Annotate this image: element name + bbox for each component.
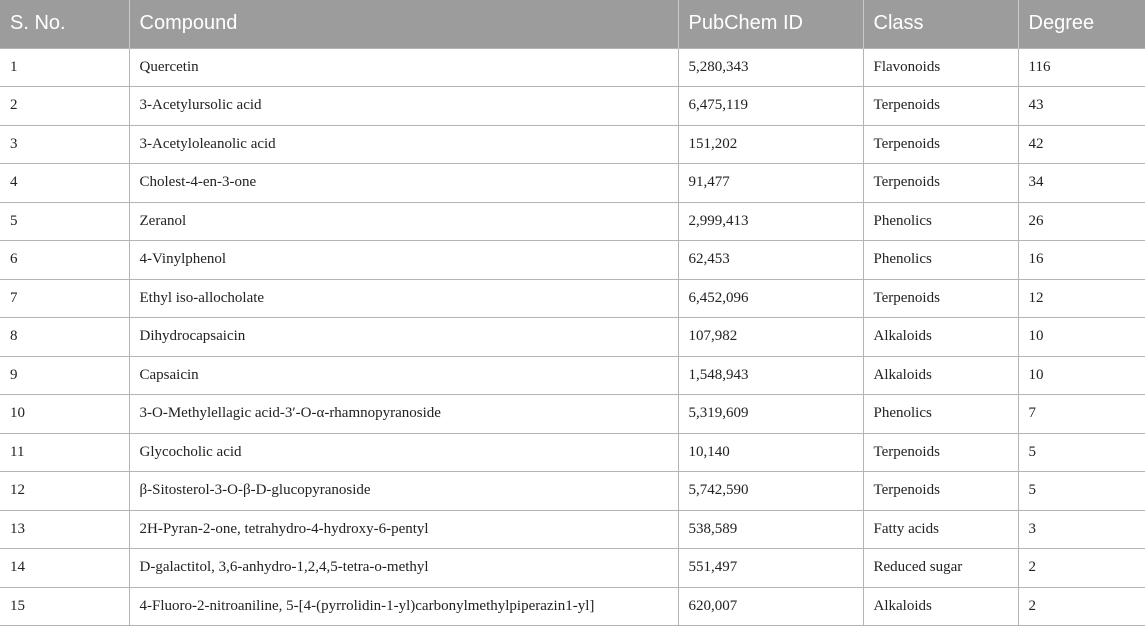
cell-compound: 3-Acetylursolic acid bbox=[129, 87, 678, 126]
cell-class: Flavonoids bbox=[863, 48, 1018, 87]
cell-class: Phenolics bbox=[863, 241, 1018, 280]
cell-degree: 10 bbox=[1018, 356, 1145, 395]
cell-degree: 26 bbox=[1018, 202, 1145, 241]
cell-compound: 3-Acetyloleanolic acid bbox=[129, 125, 678, 164]
cell-compound: 4-Fluoro-2-nitroaniline, 5-[4-(pyrrolidin-1-yl)carbonylmethylpiperazin1-yl] bbox=[129, 587, 678, 626]
table-header bbox=[0, 0, 1145, 48]
table-row bbox=[0, 318, 1145, 357]
cell-degree: 7 bbox=[1018, 395, 1145, 434]
table-row bbox=[0, 433, 1145, 472]
cell-degree: 34 bbox=[1018, 164, 1145, 203]
cell-pubchem-id: 1,548,943 bbox=[678, 356, 863, 395]
header-class: Class bbox=[863, 0, 1018, 48]
header-compound: Compound bbox=[129, 0, 678, 48]
cell-degree: 5 bbox=[1018, 433, 1145, 472]
cell-class: Reduced sugar bbox=[863, 549, 1018, 588]
cell-compound: Capsaicin bbox=[129, 356, 678, 395]
header-row bbox=[0, 0, 1145, 48]
cell-degree: 116 bbox=[1018, 48, 1145, 87]
table-row bbox=[0, 87, 1145, 126]
cell-pubchem-id: 5,280,343 bbox=[678, 48, 863, 87]
cell-degree: 42 bbox=[1018, 125, 1145, 164]
cell-serial-number: 3 bbox=[0, 125, 129, 164]
cell-pubchem-id: 107,982 bbox=[678, 318, 863, 357]
cell-serial-number: 2 bbox=[0, 87, 129, 126]
header-degree: Degree bbox=[1018, 0, 1145, 48]
cell-serial-number: 10 bbox=[0, 395, 129, 434]
cell-pubchem-id: 5,319,609 bbox=[678, 395, 863, 434]
cell-pubchem-id: 62,453 bbox=[678, 241, 863, 280]
table-row bbox=[0, 356, 1145, 395]
cell-serial-number: 12 bbox=[0, 472, 129, 511]
cell-serial-number: 13 bbox=[0, 510, 129, 549]
cell-pubchem-id: 538,589 bbox=[678, 510, 863, 549]
table-row bbox=[0, 472, 1145, 511]
cell-class: Alkaloids bbox=[863, 356, 1018, 395]
cell-serial-number: 8 bbox=[0, 318, 129, 357]
table-body bbox=[0, 48, 1145, 626]
cell-pubchem-id: 620,007 bbox=[678, 587, 863, 626]
cell-serial-number: 5 bbox=[0, 202, 129, 241]
cell-serial-number: 6 bbox=[0, 241, 129, 280]
cell-degree: 2 bbox=[1018, 587, 1145, 626]
cell-compound: Dihydrocapsaicin bbox=[129, 318, 678, 357]
cell-pubchem-id: 151,202 bbox=[678, 125, 863, 164]
cell-serial-number: 4 bbox=[0, 164, 129, 203]
cell-class: Terpenoids bbox=[863, 164, 1018, 203]
cell-class: Fatty acids bbox=[863, 510, 1018, 549]
cell-class: Phenolics bbox=[863, 202, 1018, 241]
header-serial-number: S. No. bbox=[0, 0, 129, 48]
table-row bbox=[0, 549, 1145, 588]
table-row bbox=[0, 48, 1145, 87]
cell-class: Terpenoids bbox=[863, 472, 1018, 511]
cell-compound: D-galactitol, 3,6-anhydro-1,2,4,5-tetra-o-methyl bbox=[129, 549, 678, 588]
cell-pubchem-id: 5,742,590 bbox=[678, 472, 863, 511]
cell-degree: 10 bbox=[1018, 318, 1145, 357]
cell-degree: 5 bbox=[1018, 472, 1145, 511]
cell-pubchem-id: 551,497 bbox=[678, 549, 863, 588]
cell-compound: Zeranol bbox=[129, 202, 678, 241]
table-row bbox=[0, 510, 1145, 549]
cell-pubchem-id: 91,477 bbox=[678, 164, 863, 203]
table-row bbox=[0, 164, 1145, 203]
cell-degree: 3 bbox=[1018, 510, 1145, 549]
cell-compound: Cholest-4-en-3-one bbox=[129, 164, 678, 203]
cell-class: Alkaloids bbox=[863, 587, 1018, 626]
cell-class: Terpenoids bbox=[863, 125, 1018, 164]
cell-degree: 2 bbox=[1018, 549, 1145, 588]
cell-compound: Glycocholic acid bbox=[129, 433, 678, 472]
cell-compound: β-Sitosterol-3-O-β-D-glucopyranoside bbox=[129, 472, 678, 511]
cell-degree: 43 bbox=[1018, 87, 1145, 126]
cell-class: Terpenoids bbox=[863, 87, 1018, 126]
cell-pubchem-id: 6,452,096 bbox=[678, 279, 863, 318]
cell-class: Terpenoids bbox=[863, 279, 1018, 318]
table-row bbox=[0, 241, 1145, 280]
table-row bbox=[0, 587, 1145, 626]
cell-compound: 2H-Pyran-2-one, tetrahydro-4-hydroxy-6-pentyl bbox=[129, 510, 678, 549]
header-pubchem-id: PubChem ID bbox=[678, 0, 863, 48]
cell-serial-number: 7 bbox=[0, 279, 129, 318]
cell-serial-number: 14 bbox=[0, 549, 129, 588]
cell-pubchem-id: 2,999,413 bbox=[678, 202, 863, 241]
table-row bbox=[0, 125, 1145, 164]
cell-class: Terpenoids bbox=[863, 433, 1018, 472]
cell-compound: 4-Vinylphenol bbox=[129, 241, 678, 280]
cell-compound: Ethyl iso-allocholate bbox=[129, 279, 678, 318]
cell-degree: 16 bbox=[1018, 241, 1145, 280]
cell-serial-number: 11 bbox=[0, 433, 129, 472]
cell-class: Alkaloids bbox=[863, 318, 1018, 357]
cell-serial-number: 1 bbox=[0, 48, 129, 87]
cell-serial-number: 15 bbox=[0, 587, 129, 626]
table-row bbox=[0, 279, 1145, 318]
cell-pubchem-id: 6,475,119 bbox=[678, 87, 863, 126]
cell-compound: 3-O-Methylellagic acid-3′-O-α-rhamnopyranoside bbox=[129, 395, 678, 434]
cell-compound: Quercetin bbox=[129, 48, 678, 87]
cell-pubchem-id: 10,140 bbox=[678, 433, 863, 472]
table-row bbox=[0, 395, 1145, 434]
cell-serial-number: 9 bbox=[0, 356, 129, 395]
table-row bbox=[0, 202, 1145, 241]
cell-degree: 12 bbox=[1018, 279, 1145, 318]
cell-class: Phenolics bbox=[863, 395, 1018, 434]
